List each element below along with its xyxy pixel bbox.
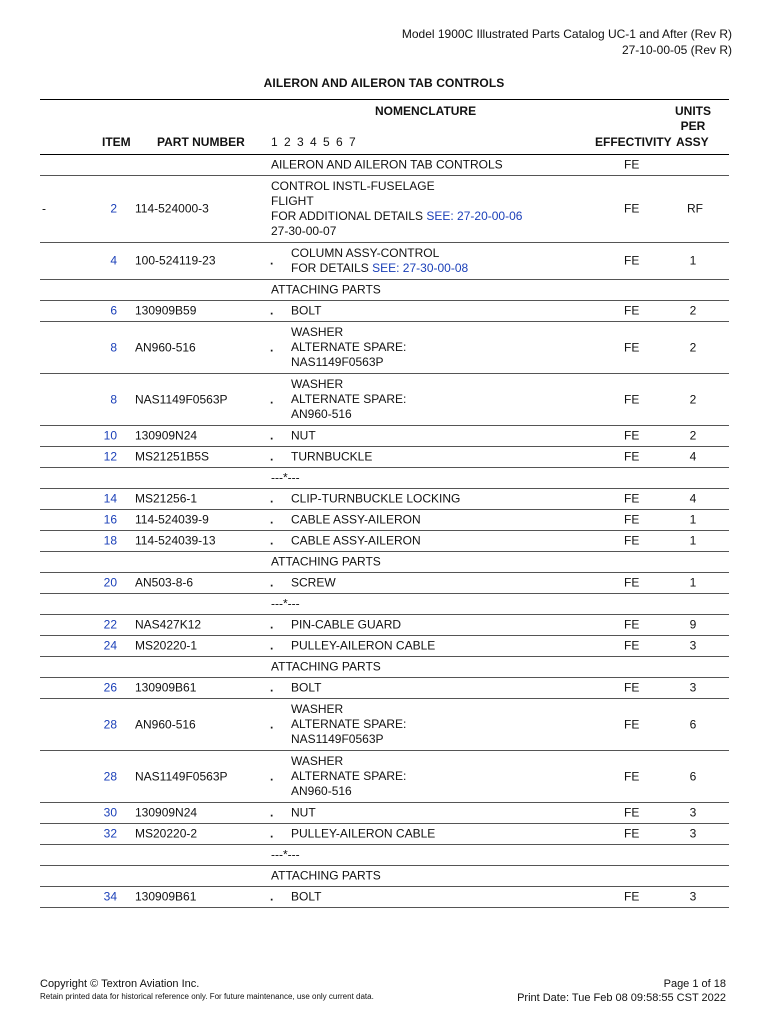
nomenclature-line: ATTACHING PARTS bbox=[271, 554, 381, 569]
nomenclature bbox=[291, 806, 316, 821]
indent-dot: . bbox=[270, 491, 274, 506]
indent-dot: . bbox=[270, 826, 274, 841]
indent-dot: . bbox=[270, 889, 274, 904]
part-number: AN960-516 bbox=[135, 340, 196, 354]
nomenclature bbox=[291, 325, 406, 370]
effectivity: FE bbox=[624, 533, 640, 548]
item-number-link[interactable]: 4 bbox=[110, 253, 117, 268]
page-header bbox=[402, 26, 732, 58]
nomenclature-line: AILERON AND AILERON TAB CONTROLS bbox=[271, 157, 503, 172]
nomenclature bbox=[291, 754, 406, 799]
nomenclature-line: FLIGHT bbox=[271, 194, 314, 208]
nomenclature-line: ---*--- bbox=[271, 847, 300, 862]
nomenclature-line: SCREW bbox=[291, 575, 336, 590]
parts-table bbox=[40, 99, 729, 908]
part-number: 130909N24 bbox=[135, 428, 198, 443]
catalog-title: Model 1900C Illustrated Parts Catalog UC-1 and After (Rev R) bbox=[401, 27, 732, 41]
nomenclature bbox=[291, 890, 321, 905]
indent-dot: . bbox=[270, 449, 274, 464]
nomenclature bbox=[271, 283, 381, 298]
units-per-assy: 3 bbox=[689, 638, 697, 653]
nomenclature-line: CABLE ASSY-AILERON bbox=[291, 533, 421, 548]
nomenclature bbox=[291, 429, 316, 444]
units-per-assy: 3 bbox=[689, 805, 697, 820]
table-row bbox=[40, 803, 729, 824]
reference-link[interactable]: SEE: 27-20-00-06 bbox=[426, 209, 523, 223]
part-number: MS21256-1 bbox=[135, 491, 198, 506]
part-number: NAS1149F0563P bbox=[135, 769, 228, 783]
nomenclature-line: CABLE ASSY-AILERON bbox=[291, 512, 421, 527]
indent-dot: . bbox=[270, 392, 274, 406]
units-per-assy: 3 bbox=[689, 889, 697, 904]
item-number-link[interactable]: 26 bbox=[103, 680, 117, 695]
nomenclature-line: WASHER bbox=[291, 754, 344, 768]
part-number: 130909N24 bbox=[135, 805, 198, 820]
table-row bbox=[40, 751, 729, 803]
part-number: 114-524039-9 bbox=[135, 512, 209, 527]
retain-notice: Retain printed data for historical reference only. For future maintenance, use only current data. bbox=[40, 992, 374, 1001]
item-number-link[interactable]: 22 bbox=[103, 617, 117, 632]
nomenclature-line: PIN-CABLE GUARD bbox=[291, 617, 402, 632]
page-number: Page 1 of 18 bbox=[663, 978, 726, 990]
part-number: NAS1149F0563P bbox=[135, 392, 228, 406]
units-per-assy: 2 bbox=[689, 340, 697, 354]
units-per-assy: 4 bbox=[689, 449, 697, 464]
nomenclature bbox=[291, 618, 401, 633]
table-row bbox=[40, 657, 729, 678]
indent-levels-header: 1 2 3 4 5 6 7 bbox=[271, 135, 356, 149]
nomenclature-line: ---*--- bbox=[271, 470, 300, 485]
units-per-assy: 2 bbox=[689, 303, 697, 318]
table-row bbox=[40, 155, 729, 176]
units-per-assy: 4 bbox=[689, 491, 697, 506]
part-number: MS20220-2 bbox=[135, 826, 198, 841]
indent-dot: . bbox=[270, 533, 274, 548]
item-number-link[interactable]: 2 bbox=[110, 201, 117, 216]
document-title: AILERON AND AILERON TAB CONTROLS bbox=[263, 76, 505, 90]
item-number-link[interactable]: 20 bbox=[103, 575, 117, 590]
nomenclature-header: NOMENCLATURE bbox=[375, 104, 477, 118]
effectivity: FE bbox=[624, 201, 640, 216]
nomenclature bbox=[291, 702, 406, 747]
item-number-link[interactable]: 34 bbox=[103, 889, 117, 904]
nomenclature bbox=[271, 158, 503, 173]
table-row bbox=[40, 280, 729, 301]
table-row bbox=[40, 824, 729, 845]
part-number: 114-524039-13 bbox=[135, 533, 216, 548]
table-row bbox=[40, 374, 729, 426]
nomenclature-line: NAS1149F0563P bbox=[291, 355, 384, 369]
nomenclature bbox=[271, 597, 300, 612]
units-per-assy: RF bbox=[687, 201, 703, 216]
units-label: UNITS bbox=[675, 104, 711, 118]
table-row bbox=[40, 573, 729, 594]
nomenclature-line: ATTACHING PARTS bbox=[271, 868, 381, 883]
effectivity-header: EFFECTIVITY bbox=[595, 135, 672, 149]
nomenclature-line: COLUMN ASSY-CONTROL bbox=[291, 246, 440, 260]
item-number-link[interactable]: 28 bbox=[103, 717, 117, 731]
part-number: 130909B59 bbox=[135, 303, 197, 318]
item-number-link[interactable]: 30 bbox=[103, 805, 117, 820]
table-row bbox=[40, 301, 729, 322]
units-per-assy: 1 bbox=[689, 533, 697, 548]
per-label: PER bbox=[680, 119, 706, 133]
indent-dot: . bbox=[270, 512, 274, 527]
footer-right bbox=[517, 977, 726, 1005]
units-per-assy: 3 bbox=[689, 680, 697, 695]
indent-dot: . bbox=[270, 617, 274, 632]
units-per-assy: 9 bbox=[689, 617, 697, 632]
units-per-assy: 2 bbox=[689, 428, 697, 443]
table-row bbox=[40, 594, 729, 615]
footer-left bbox=[40, 977, 374, 1003]
effectivity: FE bbox=[624, 512, 640, 527]
table-row bbox=[40, 615, 729, 636]
nomenclature bbox=[271, 848, 300, 863]
nomenclature bbox=[271, 179, 522, 239]
indent-dot: . bbox=[270, 638, 274, 653]
table-row bbox=[40, 489, 729, 510]
effectivity: FE bbox=[624, 157, 640, 172]
table-row bbox=[40, 678, 729, 699]
copyright: Copyright © Textron Aviation Inc. bbox=[40, 978, 200, 990]
part-number: MS21251B5S bbox=[135, 449, 210, 464]
part-number: 130909B61 bbox=[135, 680, 197, 695]
item-number-link[interactable]: 6 bbox=[110, 303, 117, 318]
nomenclature bbox=[271, 555, 381, 570]
indent-dot: . bbox=[270, 340, 274, 354]
nomenclature-line: FOR ADDITIONAL DETAILS bbox=[271, 209, 427, 223]
nomenclature-line: ATTACHING PARTS bbox=[271, 659, 381, 674]
effectivity: FE bbox=[624, 449, 640, 464]
nomenclature bbox=[291, 246, 468, 276]
nomenclature-line: BOLT bbox=[291, 889, 322, 904]
nomenclature bbox=[291, 534, 421, 549]
table-row bbox=[40, 510, 729, 531]
nomenclature-line: WASHER bbox=[291, 377, 344, 391]
indent-dot: . bbox=[270, 303, 274, 318]
nomenclature bbox=[271, 471, 300, 486]
units-per-assy: 6 bbox=[689, 717, 697, 731]
effectivity: FE bbox=[624, 491, 640, 506]
nomenclature bbox=[271, 660, 381, 675]
nomenclature-line: WASHER bbox=[291, 702, 344, 716]
effectivity: FE bbox=[624, 617, 640, 632]
nomenclature bbox=[291, 681, 321, 696]
nomenclature bbox=[291, 492, 460, 507]
indent-dot: . bbox=[270, 769, 274, 783]
table-row bbox=[40, 866, 729, 887]
units-per-assy: 1 bbox=[689, 512, 697, 527]
units-per-assy: 2 bbox=[689, 392, 697, 406]
effectivity: FE bbox=[624, 889, 640, 904]
part-number: AN960-516 bbox=[135, 717, 196, 731]
indent-dot: . bbox=[270, 253, 274, 268]
nomenclature-line: 27-30-00-07 bbox=[271, 224, 337, 238]
table-row bbox=[40, 447, 729, 468]
assy-header: ASSY bbox=[676, 135, 709, 149]
table-row bbox=[40, 243, 729, 280]
effectivity: FE bbox=[624, 340, 640, 354]
effectivity: FE bbox=[624, 805, 640, 820]
item-number-link[interactable]: 32 bbox=[103, 826, 117, 841]
nomenclature bbox=[291, 450, 372, 465]
item-number-link[interactable]: 24 bbox=[103, 638, 117, 653]
nomenclature-line: TURNBUCKLE bbox=[291, 449, 373, 464]
nomenclature bbox=[291, 639, 435, 654]
units-per-assy: 6 bbox=[689, 769, 697, 783]
table-row bbox=[40, 468, 729, 489]
units-per-assy: 1 bbox=[689, 253, 697, 268]
effectivity: FE bbox=[624, 680, 640, 695]
table-row bbox=[40, 887, 729, 908]
part-number: 130909B61 bbox=[135, 889, 197, 904]
nomenclature-line: ATTACHING PARTS bbox=[271, 282, 381, 297]
nomenclature-line: ALTERNATE SPARE: bbox=[291, 392, 407, 406]
item-number-link[interactable]: 12 bbox=[103, 449, 117, 464]
indent-dot: . bbox=[270, 428, 274, 443]
item-number-link[interactable]: 16 bbox=[103, 512, 117, 527]
units-per-assy: 1 bbox=[689, 575, 697, 590]
effectivity: FE bbox=[624, 638, 640, 653]
table-row bbox=[40, 636, 729, 657]
item-number-link[interactable]: 8 bbox=[110, 340, 117, 354]
nomenclature-line: PULLEY-AILERON CABLE bbox=[291, 638, 436, 653]
print-date: Print Date: Tue Feb 08 09:58:55 CST 2022 bbox=[517, 992, 726, 1004]
effectivity: FE bbox=[624, 717, 640, 731]
effectivity: FE bbox=[624, 769, 640, 783]
table-row bbox=[40, 176, 729, 243]
effectivity: FE bbox=[624, 826, 640, 841]
nomenclature-line: AN960-516 bbox=[291, 784, 352, 798]
nomenclature-line: BOLT bbox=[291, 303, 322, 318]
effectivity: FE bbox=[624, 392, 640, 406]
item-header: ITEM bbox=[102, 135, 131, 149]
nomenclature-line: WASHER bbox=[291, 325, 344, 339]
item-number-link[interactable]: 10 bbox=[103, 428, 117, 443]
nomenclature bbox=[291, 513, 421, 528]
part-number-header: PART NUMBER bbox=[157, 135, 245, 149]
table-row bbox=[40, 531, 729, 552]
units-per-assy: 3 bbox=[689, 826, 697, 841]
nomenclature-line: BOLT bbox=[291, 680, 322, 695]
table-row bbox=[40, 845, 729, 866]
part-number: MS20220-1 bbox=[135, 638, 198, 653]
indent-dot: . bbox=[270, 805, 274, 820]
nomenclature bbox=[291, 576, 336, 591]
nomenclature-line: ALTERNATE SPARE: bbox=[291, 769, 407, 783]
nomenclature-line: ALTERNATE SPARE: bbox=[291, 340, 407, 354]
item-number-link[interactable]: 8 bbox=[110, 392, 117, 406]
indent-dot: . bbox=[270, 575, 274, 590]
table-row bbox=[40, 322, 729, 374]
reference-link[interactable]: SEE: 27-30-00-08 bbox=[372, 261, 469, 275]
nomenclature bbox=[291, 377, 406, 422]
change-mark: - bbox=[42, 201, 46, 216]
indent-dot: . bbox=[270, 680, 274, 695]
item-number-link[interactable]: 28 bbox=[103, 769, 117, 783]
nomenclature-line: NAS1149F0563P bbox=[291, 732, 384, 746]
table-row bbox=[40, 552, 729, 573]
table-row bbox=[40, 699, 729, 751]
nomenclature-line: CONTROL INSTL-FUSELAGE bbox=[271, 179, 435, 193]
part-number: 100-524119-23 bbox=[135, 253, 216, 268]
nomenclature-line: FOR DETAILS bbox=[291, 261, 373, 275]
part-number: 114-524000-3 bbox=[135, 201, 209, 216]
nomenclature bbox=[291, 304, 321, 319]
part-number: AN503-8-6 bbox=[135, 575, 194, 590]
nomenclature-line: CLIP-TURNBUCKLE LOCKING bbox=[291, 491, 461, 506]
table-row bbox=[40, 426, 729, 447]
nomenclature-line: ALTERNATE SPARE: bbox=[291, 717, 407, 731]
effectivity: FE bbox=[624, 575, 640, 590]
units-per-assy-header bbox=[675, 104, 711, 134]
effectivity: FE bbox=[624, 253, 640, 268]
effectivity: FE bbox=[624, 428, 640, 443]
nomenclature bbox=[271, 869, 381, 884]
section-number: 27-10-00-05 (Rev R) bbox=[621, 43, 732, 57]
item-number-link[interactable]: 14 bbox=[103, 491, 117, 506]
nomenclature-line: NUT bbox=[291, 428, 316, 443]
nomenclature-line: AN960-516 bbox=[291, 407, 352, 421]
nomenclature-line: PULLEY-AILERON CABLE bbox=[291, 826, 436, 841]
table-body bbox=[40, 155, 729, 908]
nomenclature-line: NUT bbox=[291, 805, 316, 820]
table-header bbox=[40, 99, 729, 155]
item-number-link[interactable]: 18 bbox=[103, 533, 117, 548]
nomenclature bbox=[291, 827, 435, 842]
effectivity: FE bbox=[624, 303, 640, 318]
part-number: NAS427K12 bbox=[135, 617, 202, 632]
nomenclature-line: ---*--- bbox=[271, 596, 300, 611]
indent-dot: . bbox=[270, 717, 274, 731]
